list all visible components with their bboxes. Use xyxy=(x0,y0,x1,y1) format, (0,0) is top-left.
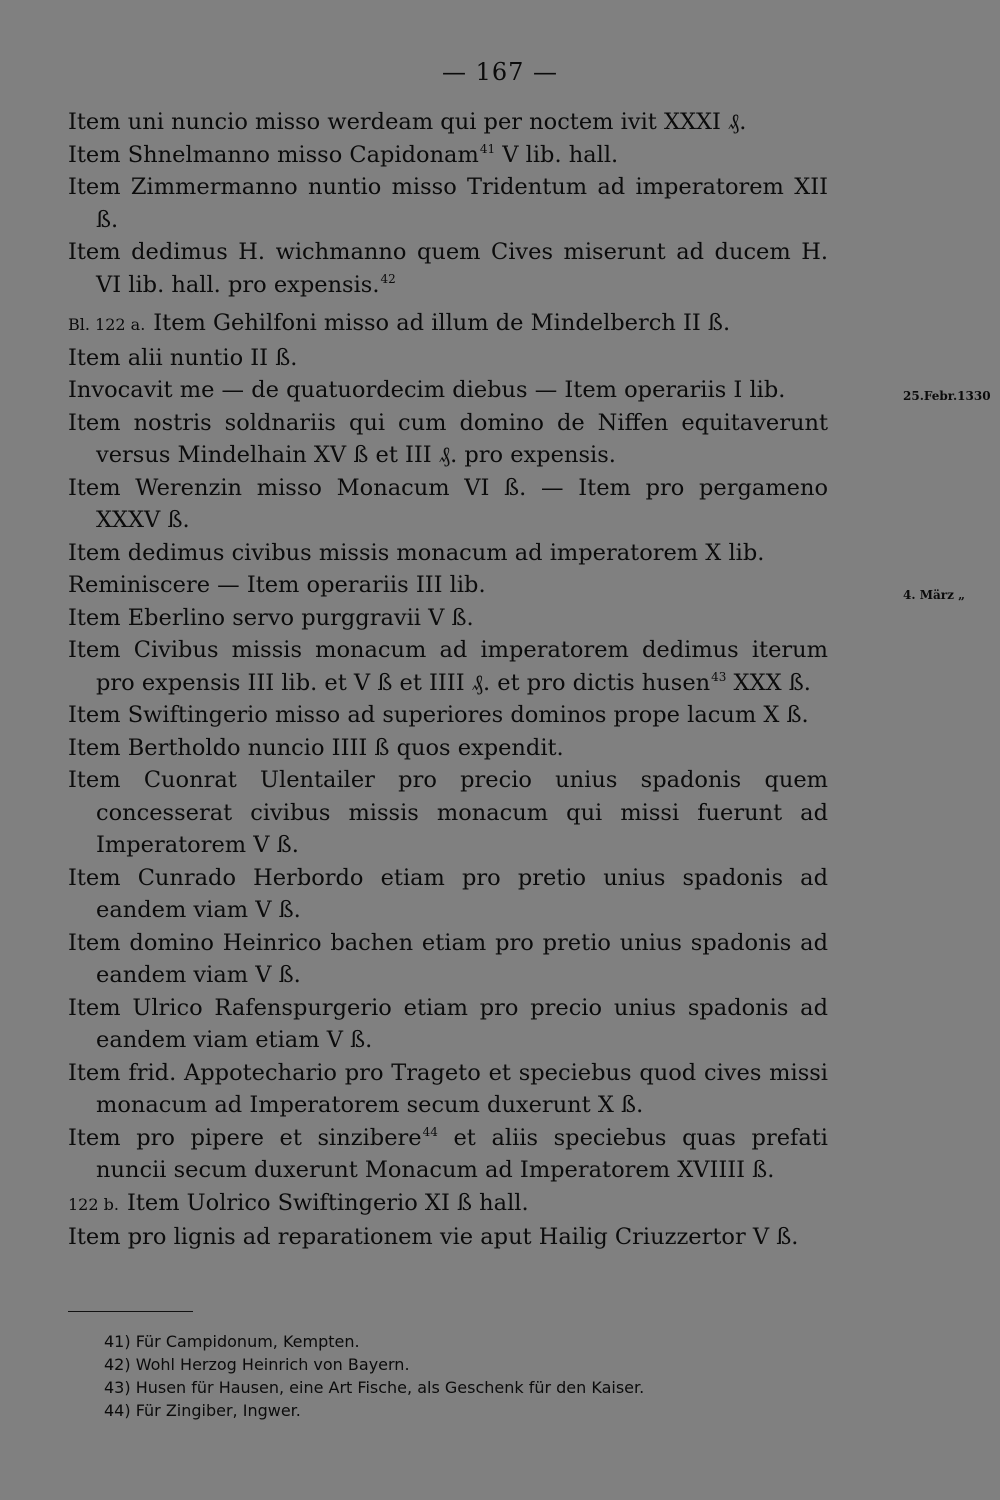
entry-23: Item pro lignis ad reparationem vie aput Hailig Criuzzertor V ß. xyxy=(68,1224,799,1250)
entry-7: Invocavit me — de quatuordecim diebus — Item operariis I lib. 25.Febr.1330 xyxy=(68,374,828,407)
entry-15: Item Bertholdo nuncio IIII ß quos expendit. xyxy=(68,734,564,761)
entry-17: Item Cunrado Herbordo etiam pro pretio unius spadonis ad eandem viam V ß. xyxy=(68,864,828,923)
margin-date: 4. März „ xyxy=(903,588,965,602)
page-number: — 167 — xyxy=(441,58,559,86)
footnote-ref-42: 42 xyxy=(380,271,396,286)
margin-date: 25.Febr.1330 xyxy=(903,389,991,403)
entry-1: Item uni nuncio misso werdeam qui per noctem ivit XXXI ₰. xyxy=(68,109,747,135)
document-body xyxy=(68,106,991,1254)
entry-6: Item alii nuntio II ß. xyxy=(68,344,298,371)
footnote-41: 41) Für Campidonum, Kempten. xyxy=(104,1332,360,1351)
footnote-43: 43) Husen für Hausen, eine Art Fische, als Geschenk für den Kaiser. xyxy=(104,1378,645,1397)
entry-22: 122 b. Item Uolrico Swiftingerio XI ß hall. xyxy=(68,1189,529,1216)
folio-reference: 122 b. xyxy=(68,1194,119,1214)
entry-21: Item pro pipere et sinzibere$^{44}$ et aliis speciebus quas prefati nuncii secum duxerunt Monacum ad Imperatorem XVIIII ß. xyxy=(68,1124,829,1183)
footnote-ref-43: 43 xyxy=(711,669,727,684)
footnote-divider xyxy=(68,1311,193,1312)
footnotes xyxy=(104,1330,824,1422)
entry-2: Item Shnelmanno misso Capidonam$^{41}$ V lib. hall. xyxy=(68,141,619,168)
entry-18: Item domino Heinrico bachen etiam pro pretio unius spadonis ad eandem viam V ß. xyxy=(68,929,828,988)
folio-reference: Bl. 122 a. xyxy=(68,315,146,334)
entry-12: Item Eberlino servo purggravii V ß. xyxy=(68,604,474,631)
entry-9: Item Werenzin misso Monacum VI ß. — Item pro pergameno XXXV ß. xyxy=(68,474,828,533)
entry-13: Item Civibus missis monacum ad imperatorem dedimus iterum pro expensis III lib. et V ß et IIII ₰. et pro dictis husen$^{43}$ XXX ß. xyxy=(68,637,828,696)
entry-4: Item dedimus H. wichmanno quem Cives miserunt ad ducem H. VI lib. hall. pro expensis.$^{42}$ xyxy=(68,239,828,298)
entry-16: Item Cuonrat Ulentailer pro precio unius spadonis quem concesserat civibus missis monacum qui missi fuerunt ad Imperatorem V ß. xyxy=(68,767,828,858)
footnote-42: 42) Wohl Herzog Heinrich von Bayern. xyxy=(104,1355,410,1374)
entry-8: Item nostris soldnariis qui cum domino de Niffen equitaverunt versus Mindelhain XV ß et III ₰. pro expensis. xyxy=(68,409,828,468)
footnote-ref-44: 44 xyxy=(422,1124,438,1139)
entry-11: Reminiscere — Item operariis III lib. 4. März „ xyxy=(68,569,828,602)
entry-19: Item Ulrico Rafenspurgerio etiam pro precio unius spadonis ad eandem viam etiam V ß. xyxy=(68,994,828,1053)
entry-3: Item Zimmermanno nuntio misso Tridentum ad imperatorem XII ß. xyxy=(68,174,828,233)
entry-5: Bl. 122 a. Item Gehilfoni misso ad illum de Mindelberch II ß. xyxy=(68,310,731,336)
entry-20: Item frid. Appotechario pro Trageto et speciebus quod cives missi monacum ad Imperatorem secum duxerunt X ß. xyxy=(68,1059,828,1118)
entry-10: Item dedimus civibus missis monacum ad imperatorem X lib. xyxy=(68,539,765,566)
entry-14: Item Swiftingerio misso ad superiores dominos prope lacum X ß. xyxy=(68,702,809,728)
footnote-ref-41: 41 xyxy=(479,141,496,156)
footnote-44: 44) Für Zingiber, Ingwer. xyxy=(104,1401,301,1420)
